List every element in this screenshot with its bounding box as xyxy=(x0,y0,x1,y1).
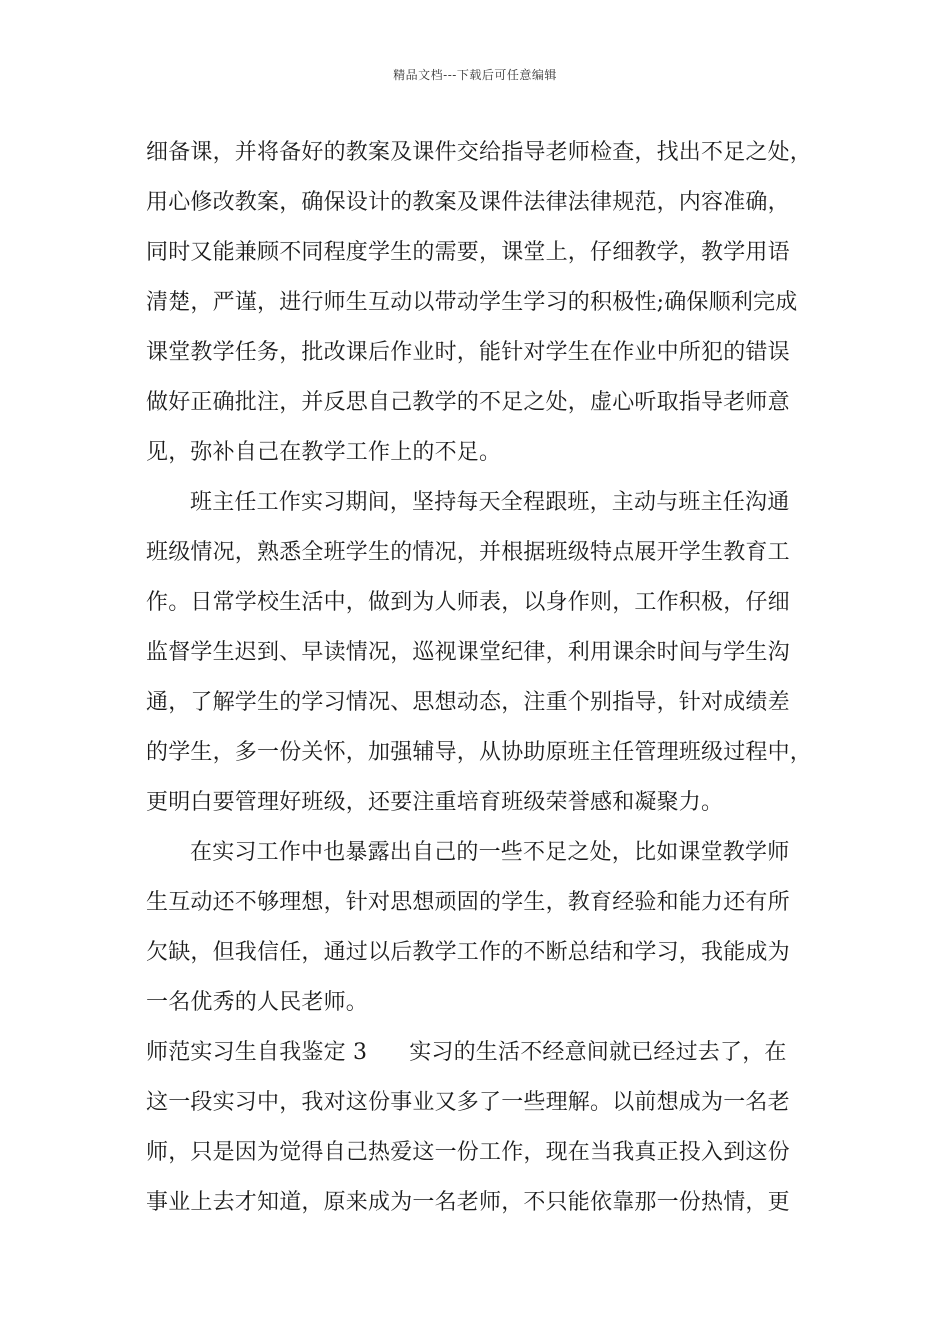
text-line: 班级情况，熟悉全班学生的情况，并根据班级特点展开学生教育工 xyxy=(146,540,790,565)
text-line: 见，弥补自己在教学工作上的不足。 xyxy=(146,440,502,465)
text-line: 事业上去才知道，原来成为一名老师，不只能依靠那一份热情，更 xyxy=(146,1190,790,1215)
text-line: 同时又能兼顾不同程度学生的需要，课堂上，仔细教学，教学用语 xyxy=(146,240,790,265)
text-line: 生互动还不够理想，针对思想顽固的学生，教育经验和能力还有所 xyxy=(146,890,790,915)
text-line: 更明白要管理好班级，还要注重培育班级荣誉感和凝聚力。 xyxy=(146,790,724,815)
document-body xyxy=(146,128,826,1228)
text-line: 清楚，严谨，进行师生互动以带动学生学习的积极性;确保顺利完成 xyxy=(146,290,798,315)
text-line: 用心修改教案，确保设计的教案及课件法律法律规范，内容准确， xyxy=(146,190,790,215)
text-line: 细备课，并将备好的教案及课件交给指导老师检查，找出不足之处， xyxy=(146,140,813,165)
text-line: 作。日常学校生活中，做到为人师表，以身作则，工作积极，仔细 xyxy=(146,590,790,615)
section-heading-line xyxy=(146,1028,826,1078)
text-line: 欠缺，但我信任，通过以后教学工作的不断总结和学习，我能成为 xyxy=(146,940,790,965)
paragraph-first-line: 班主任工作实习期间，坚持每天全程跟班，主动与班主任沟通 xyxy=(190,490,790,515)
text-line: 一名优秀的人民老师。 xyxy=(146,990,369,1015)
text-line: 监督学生迟到、早读情况，巡视课堂纪律，利用课余时间与学生沟 xyxy=(146,640,790,665)
text-line: 通，了解学生的学习情况、思想动态，注重个别指导，针对成绩差 xyxy=(146,690,790,715)
page-header: 精品文档---下载后可任意编辑 xyxy=(393,68,557,82)
paragraph-first-line: 在实习工作中也暴露出自己的一些不足之处，比如课堂教学师 xyxy=(190,840,790,865)
section-title: 师范实习生自我鉴定 3 xyxy=(146,1040,368,1065)
text-line: 课堂教学任务，批改课后作业时，能针对学生在作业中所犯的错误 xyxy=(146,340,790,365)
section-first-text: 实习的生活不经意间就已经过去了，在 xyxy=(409,1040,787,1065)
text-line: 的学生，多一份关怀，加强辅导，从协助原班主任管理班级过程中， xyxy=(146,740,813,765)
text-line: 做好正确批注，并反思自己教学的不足之处，虚心听取指导老师意 xyxy=(146,390,790,415)
text-line: 师，只是因为觉得自己热爱这一份工作，现在当我真正投入到这份 xyxy=(146,1140,790,1165)
text-line: 这一段实习中，我对这份事业又多了一些理解。以前想成为一名老 xyxy=(146,1090,790,1115)
